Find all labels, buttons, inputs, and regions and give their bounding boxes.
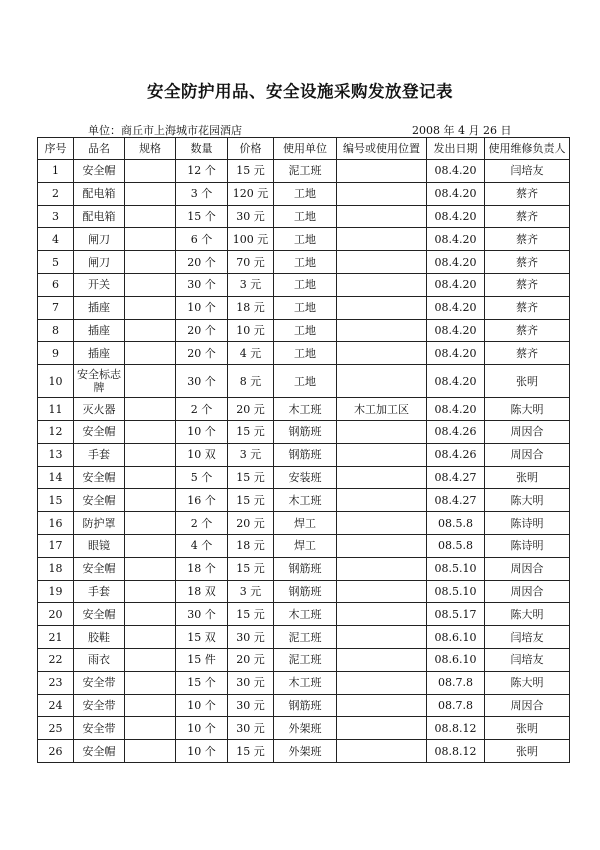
location-cell [337,648,427,671]
spec-cell [125,205,176,228]
issue-date-cell: 08.5.10 [427,580,485,603]
responsible-cell: 蔡齐 [485,205,570,228]
responsible-cell: 张明 [485,740,570,763]
price-cell: 3 元 [228,443,274,466]
quantity-cell: 15 件 [176,648,228,671]
price-cell: 30 元 [228,717,274,740]
item-cell: 安全帽 [74,557,125,580]
price-cell: 15 元 [228,740,274,763]
location-cell [337,717,427,740]
table-row [38,717,570,740]
department-cell: 焊工 [274,534,337,557]
table-row [38,205,570,228]
issue-date-cell: 08.8.12 [427,717,485,740]
index-cell: 16 [38,512,74,535]
quantity-cell: 18 双 [176,580,228,603]
issue-date-cell: 08.7.8 [427,694,485,717]
table-row [38,603,570,626]
department-cell: 泥工班 [274,160,337,183]
spec-cell [125,319,176,342]
quantity-cell: 5 个 [176,466,228,489]
item-cell: 安全帽 [74,160,125,183]
index-cell: 24 [38,694,74,717]
index-cell: 21 [38,626,74,649]
spec-cell [125,648,176,671]
issue-date-cell: 08.5.8 [427,534,485,557]
responsible-cell: 闫培友 [485,626,570,649]
location-cell [337,466,427,489]
table-row [38,694,570,717]
department-cell: 工地 [274,296,337,319]
quantity-cell: 10 个 [176,420,228,443]
quantity-cell: 4 个 [176,534,228,557]
location-cell [337,740,427,763]
issue-date-cell: 08.8.12 [427,740,485,763]
department-cell: 工地 [274,319,337,342]
location-cell [337,626,427,649]
item-cell: 安全带 [74,671,125,694]
spec-cell [125,228,176,251]
spec-cell [125,626,176,649]
location-cell [337,205,427,228]
spec-cell [125,398,176,421]
index-cell: 14 [38,466,74,489]
department-cell: 钢筋班 [274,580,337,603]
unit-label: 单位：商丘市上海城市花园酒店 [88,124,242,137]
spec-cell [125,365,176,398]
item-cell: 安全帽 [74,603,125,626]
item-cell: 灭火器 [74,398,125,421]
item-cell: 眼镜 [74,534,125,557]
table-row [38,398,570,421]
quantity-cell: 2 个 [176,512,228,535]
location-cell [337,420,427,443]
price-cell: 120 元 [228,182,274,205]
location-cell [337,443,427,466]
responsible-cell: 张明 [485,717,570,740]
item-cell: 防护罩 [74,512,125,535]
department-cell: 工地 [274,342,337,365]
responsible-cell: 闫培友 [485,160,570,183]
location-cell [337,319,427,342]
index-cell: 20 [38,603,74,626]
department-cell: 木工班 [274,671,337,694]
item-cell: 胶鞋 [74,626,125,649]
spec-cell [125,273,176,296]
issue-date-cell: 08.4.20 [427,365,485,398]
index-cell: 9 [38,342,74,365]
quantity-cell: 18 个 [176,557,228,580]
price-cell: 15 元 [228,603,274,626]
spec-cell [125,342,176,365]
price-cell: 20 元 [228,648,274,671]
location-cell [337,296,427,319]
price-cell: 4 元 [228,342,274,365]
index-cell: 17 [38,534,74,557]
table-row [38,466,570,489]
quantity-cell: 12 个 [176,160,228,183]
index-cell: 6 [38,273,74,296]
index-cell: 1 [38,160,74,183]
spec-cell [125,694,176,717]
quantity-cell: 30 个 [176,365,228,398]
price-cell: 15 元 [228,466,274,489]
table-row [38,557,570,580]
responsible-cell: 周因合 [485,557,570,580]
issue-date-cell: 08.5.8 [427,512,485,535]
index-cell: 18 [38,557,74,580]
department-cell: 工地 [274,228,337,251]
issue-date-cell: 08.4.26 [427,420,485,443]
issue-date-cell: 08.4.27 [427,466,485,489]
item-cell: 插座 [74,319,125,342]
item-cell: 闸刀 [74,228,125,251]
responsible-cell: 蔡齐 [485,228,570,251]
price-cell: 3 元 [228,273,274,296]
department-cell: 泥工班 [274,648,337,671]
location-cell [337,342,427,365]
spec-cell [125,740,176,763]
quantity-cell: 10 个 [176,740,228,763]
department-cell: 钢筋班 [274,694,337,717]
table-row [38,182,570,205]
quantity-cell: 15 双 [176,626,228,649]
department-cell: 安装班 [274,466,337,489]
issue-date-cell: 08.4.20 [427,319,485,342]
price-cell: 70 元 [228,251,274,274]
table-row [38,671,570,694]
table-row [38,420,570,443]
spec-cell [125,603,176,626]
table-row [38,580,570,603]
quantity-cell: 20 个 [176,319,228,342]
quantity-cell: 30 个 [176,603,228,626]
quantity-cell: 10 个 [176,694,228,717]
column-header-item: 品名 [74,138,125,160]
quantity-cell: 10 双 [176,443,228,466]
date-label: 2008 年 4 月 26 日 [412,124,512,137]
table-row [38,319,570,342]
column-header-index: 序号 [38,138,74,160]
responsible-cell: 张明 [485,466,570,489]
issue-date-cell: 08.7.8 [427,671,485,694]
department-cell: 工地 [274,182,337,205]
item-cell: 安全帽 [74,420,125,443]
quantity-cell: 10 个 [176,717,228,740]
location-cell: 木工加工区 [337,398,427,421]
index-cell: 3 [38,205,74,228]
department-cell: 钢筋班 [274,557,337,580]
location-cell [337,228,427,251]
index-cell: 11 [38,398,74,421]
table-row [38,251,570,274]
item-cell: 开关 [74,273,125,296]
department-cell: 工地 [274,251,337,274]
issue-date-cell: 08.6.10 [427,626,485,649]
responsible-cell: 陈大明 [485,671,570,694]
column-header-location: 编号或使用位置 [337,138,427,160]
column-header-spec: 规格 [125,138,176,160]
location-cell [337,489,427,512]
responsible-cell: 陈大明 [485,398,570,421]
table-header-row [38,138,570,160]
issue-date-cell: 08.4.20 [427,160,485,183]
index-cell: 10 [38,365,74,398]
department-cell: 工地 [274,365,337,398]
location-cell [337,671,427,694]
issue-date-cell: 08.4.20 [427,205,485,228]
item-cell: 手套 [74,580,125,603]
spec-cell [125,443,176,466]
quantity-cell: 15 个 [176,205,228,228]
price-cell: 3 元 [228,580,274,603]
issue-date-cell: 08.4.26 [427,443,485,466]
table-row [38,342,570,365]
item-cell: 安全帽 [74,489,125,512]
responsible-cell: 陈大明 [485,489,570,512]
department-cell: 工地 [274,205,337,228]
table-row [38,740,570,763]
table-row [38,534,570,557]
price-cell: 30 元 [228,671,274,694]
item-cell: 配电箱 [74,205,125,228]
procurement-table [37,137,570,763]
table-row [38,160,570,183]
issue-date-cell: 08.4.20 [427,342,485,365]
responsible-cell: 蔡齐 [485,182,570,205]
responsible-cell: 蔡齐 [485,273,570,296]
spec-cell [125,557,176,580]
item-cell: 插座 [74,296,125,319]
responsible-cell: 蔡齐 [485,296,570,319]
quantity-cell: 30 个 [176,273,228,296]
responsible-cell: 蔡齐 [485,342,570,365]
index-cell: 4 [38,228,74,251]
location-cell [337,365,427,398]
spec-cell [125,534,176,557]
item-cell: 配电箱 [74,182,125,205]
responsible-cell: 陈大明 [485,603,570,626]
table-row [38,273,570,296]
table-row [38,626,570,649]
quantity-cell: 6 个 [176,228,228,251]
price-cell: 8 元 [228,365,274,398]
location-cell [337,557,427,580]
item-cell: 手套 [74,443,125,466]
issue-date-cell: 08.5.17 [427,603,485,626]
index-cell: 26 [38,740,74,763]
issue-date-cell: 08.4.20 [427,228,485,251]
price-cell: 15 元 [228,489,274,512]
table-row [38,648,570,671]
spec-cell [125,512,176,535]
issue-date-cell: 08.4.20 [427,398,485,421]
issue-date-cell: 08.6.10 [427,648,485,671]
table-row [38,228,570,251]
spec-cell [125,160,176,183]
issue-date-cell: 08.4.20 [427,273,485,296]
location-cell [337,251,427,274]
table-row [38,489,570,512]
spec-cell [125,182,176,205]
responsible-cell: 陈诗明 [485,512,570,535]
index-cell: 5 [38,251,74,274]
column-header-responsible: 使用维修负责人 [485,138,570,160]
spec-cell [125,580,176,603]
responsible-cell: 周因合 [485,694,570,717]
quantity-cell: 15 个 [176,671,228,694]
item-cell: 插座 [74,342,125,365]
spec-cell [125,296,176,319]
quantity-cell: 20 个 [176,342,228,365]
responsible-cell: 蔡齐 [485,319,570,342]
spec-cell [125,489,176,512]
price-cell: 30 元 [228,205,274,228]
issue-date-cell: 08.4.20 [427,251,485,274]
location-cell [337,182,427,205]
department-cell: 泥工班 [274,626,337,649]
responsible-cell: 蔡齐 [485,251,570,274]
spec-cell [125,251,176,274]
spec-cell [125,671,176,694]
index-cell: 13 [38,443,74,466]
price-cell: 30 元 [228,694,274,717]
item-cell: 安全帽 [74,740,125,763]
index-cell: 25 [38,717,74,740]
item-cell: 安全帽 [74,466,125,489]
page-title: 安全防护用品、安全设施采购发放登记表 [147,82,453,101]
quantity-cell: 16 个 [176,489,228,512]
spec-cell [125,420,176,443]
issue-date-cell: 08.4.20 [427,182,485,205]
location-cell [337,160,427,183]
price-cell: 30 元 [228,626,274,649]
price-cell: 10 元 [228,319,274,342]
quantity-cell: 10 个 [176,296,228,319]
department-cell: 木工班 [274,398,337,421]
department-cell: 木工班 [274,603,337,626]
index-cell: 8 [38,319,74,342]
column-header-department: 使用单位 [274,138,337,160]
location-cell [337,580,427,603]
location-cell [337,273,427,296]
quantity-cell: 3 个 [176,182,228,205]
responsible-cell: 周因合 [485,580,570,603]
table-body [38,160,570,763]
quantity-cell: 2 个 [176,398,228,421]
department-cell: 钢筋班 [274,420,337,443]
department-cell: 钢筋班 [274,443,337,466]
responsible-cell: 陈诗明 [485,534,570,557]
price-cell: 15 元 [228,557,274,580]
location-cell [337,534,427,557]
location-cell [337,694,427,717]
index-cell: 12 [38,420,74,443]
index-cell: 22 [38,648,74,671]
table-row [38,296,570,319]
issue-date-cell: 08.4.27 [427,489,485,512]
spec-cell [125,466,176,489]
responsible-cell: 张明 [485,365,570,398]
responsible-cell: 闫培友 [485,648,570,671]
item-cell: 安全带 [74,717,125,740]
responsible-cell: 周因合 [485,420,570,443]
location-cell [337,512,427,535]
price-cell: 15 元 [228,420,274,443]
issue-date-cell: 08.5.10 [427,557,485,580]
department-cell: 木工班 [274,489,337,512]
index-cell: 2 [38,182,74,205]
table-row [38,443,570,466]
item-cell: 安全带 [74,694,125,717]
department-cell: 工地 [274,273,337,296]
column-header-quantity: 数量 [176,138,228,160]
price-cell: 20 元 [228,398,274,421]
index-cell: 7 [38,296,74,319]
issue-date-cell: 08.4.20 [427,296,485,319]
index-cell: 23 [38,671,74,694]
price-cell: 20 元 [228,512,274,535]
spec-cell [125,717,176,740]
price-cell: 15 元 [228,160,274,183]
table-row [38,365,570,398]
index-cell: 19 [38,580,74,603]
quantity-cell: 20 个 [176,251,228,274]
price-cell: 100 元 [228,228,274,251]
column-header-issue-date: 发出日期 [427,138,485,160]
item-cell: 闸刀 [74,251,125,274]
table-row [38,512,570,535]
department-cell: 焊工 [274,512,337,535]
column-header-price: 价格 [228,138,274,160]
price-cell: 18 元 [228,534,274,557]
price-cell: 18 元 [228,296,274,319]
department-cell: 外架班 [274,740,337,763]
department-cell: 外架班 [274,717,337,740]
responsible-cell: 周因合 [485,443,570,466]
item-cell: 雨衣 [74,648,125,671]
item-cell: 安全标志牌 [74,365,125,398]
index-cell: 15 [38,489,74,512]
location-cell [337,603,427,626]
